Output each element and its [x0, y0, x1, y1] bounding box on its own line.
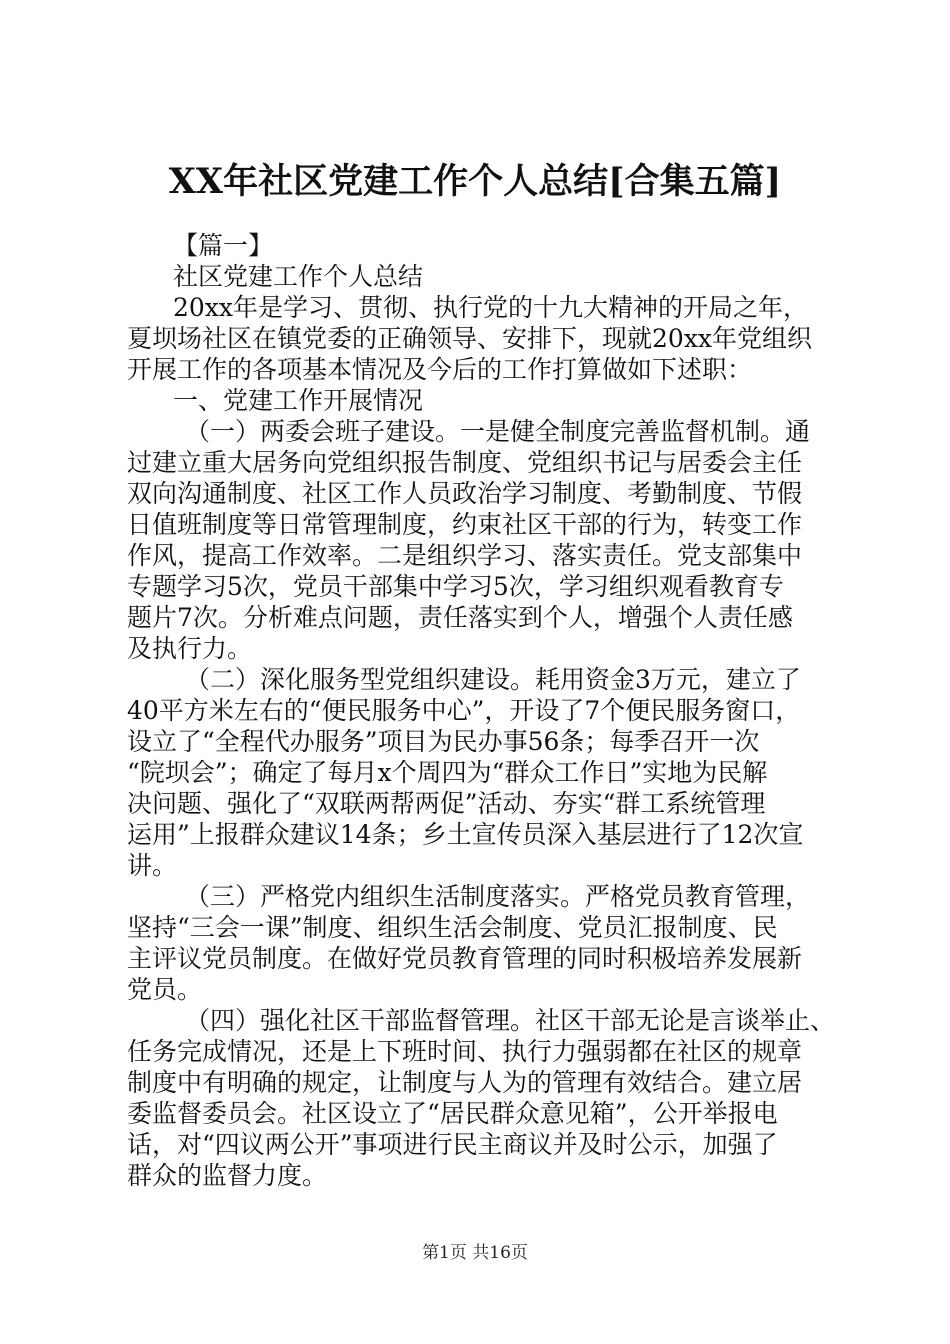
- paragraph-line: 题片7次。分析难点问题，责任落实到个人，增强个人责任感: [127, 603, 793, 632]
- paragraph-line: 双向沟通制度、社区工作人员政治学习制度、考勤制度、节假: [127, 479, 803, 508]
- paragraph-line: 党员。: [127, 975, 203, 1004]
- paragraph-line: 任务完成情况，还是上下班时间、执行力强弱都在社区的规章: [127, 1037, 803, 1066]
- subtitle-line: 社区党建工作个人总结: [173, 262, 424, 291]
- paragraph-line: 作风，提高工作效率。二是组织学习、落实责任。党支部集中: [127, 541, 803, 570]
- paragraph-line: 坚持“三会一课”制度、组织生活会制度、党员汇报制度、民: [127, 913, 778, 942]
- paragraph-line: 委监督委员会。社区设立了“居民群众意见箱”，公开举报电: [127, 1099, 778, 1128]
- paragraph-line: 讲。: [127, 851, 178, 880]
- section-heading: 一、党建工作开展情况: [173, 386, 424, 415]
- paragraph-line: （四）强化社区干部监督管理。社区干部无论是言谈举止、: [185, 1006, 836, 1035]
- document-body: [127, 230, 835, 1191]
- paragraph-line: （三）严格党内组织生活制度落实。严格党员教育管理，: [185, 882, 811, 911]
- paragraph-line: 及执行力。: [127, 634, 253, 663]
- paragraph-line: 专题学习5次，党员干部集中学习5次，学习组织观看教育专: [127, 572, 784, 601]
- paragraph-line: 40平方米左右的“便民服务中心”，开设了7个便民服务窗口，: [127, 696, 801, 725]
- paragraph-line: 设立了“全程代办服务”项目为民办事56条；每季召开一次: [127, 727, 760, 756]
- paragraph-line: 群众的监督力度。: [127, 1161, 328, 1190]
- paragraph-line: 制度中有明确的规定，让制度与人为的管理有效结合。建立居: [127, 1068, 803, 1097]
- document-title: XX年社区党建工作个人总结[合集五篇]: [168, 161, 782, 202]
- page-number: 第1页 共16页: [422, 1243, 528, 1263]
- paragraph-line: 决问题、强化了“双联两帮两促”活动、夯实“群工系统管理: [127, 789, 766, 818]
- paragraph-line: 开展工作的各项基本情况及今后的工作打算做如下述职：: [127, 355, 753, 384]
- paragraph-line: 夏坝场社区在镇党委的正确领导、安排下，现就20xx年党组织: [127, 324, 813, 353]
- paragraph-line: （一）两委会班子建设。一是健全制度完善监督机制。通: [185, 417, 811, 446]
- paragraph-line: 过建立重大居务向党组织报告制度、党组织书记与居委会主任: [127, 448, 803, 477]
- paragraph-line: 话，对“四议两公开”事项进行民主商议并及时公示，加强了: [127, 1130, 778, 1159]
- paragraph-line: 主评议党员制度。在做好党员教育管理的同时积极培养发展新: [127, 944, 803, 973]
- paragraph-line: （二）深化服务型党组织建设。耗用资金3万元，建立了: [185, 665, 801, 694]
- paragraph-line: 运用”上报群众建议14条；乡土宣传员深入基层进行了12次宣: [127, 820, 804, 849]
- paragraph-line: 日值班制度等日常管理制度，约束社区干部的行为，转变工作: [127, 510, 803, 539]
- paragraph-line: 20xx年是学习、贯彻、执行党的十九大精神的开局之年，: [173, 293, 809, 322]
- section-heading: 【篇一】: [173, 231, 274, 260]
- paragraph-line: “院坝会”；确定了每月x个周四为“群众工作日”实地为民解: [127, 758, 768, 787]
